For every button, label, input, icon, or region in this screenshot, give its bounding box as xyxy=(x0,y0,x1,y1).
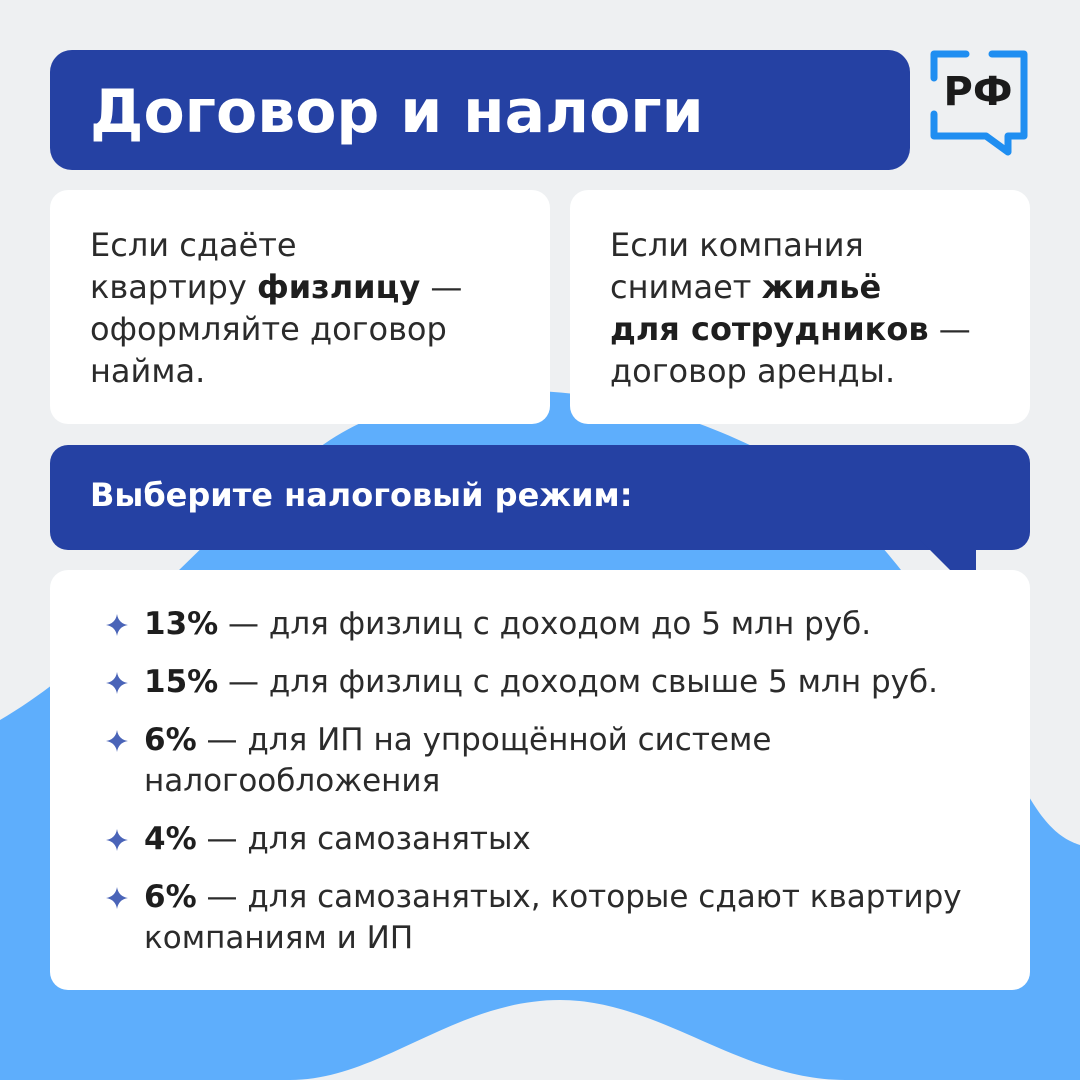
list-item xyxy=(106,877,990,959)
card-line xyxy=(90,266,510,308)
list-item xyxy=(106,604,990,645)
sparkle-star-icon xyxy=(106,672,128,694)
card-text: — xyxy=(928,310,971,348)
tax-rate: 13% xyxy=(144,606,219,642)
tax-description: — для самозанятых, которые сдают квартиру компаниям и ИП xyxy=(144,879,962,956)
card-line: найма. xyxy=(90,352,206,390)
list-item xyxy=(106,720,990,802)
card-highlight: для сотрудников xyxy=(610,310,929,348)
tax-rate: 4% xyxy=(144,821,197,857)
tax-rate: 15% xyxy=(144,664,219,700)
card-text: снимает xyxy=(610,268,762,306)
sparkle-star-icon xyxy=(106,614,128,636)
rf-logo xyxy=(928,48,1032,156)
tax-regime-heading-banner xyxy=(50,445,1030,550)
tax-description: — для физлиц с доходом свыше 5 млн руб. xyxy=(218,664,938,700)
card-text: квартиру xyxy=(90,268,257,306)
card-line: Если компания xyxy=(610,226,864,264)
card-line xyxy=(610,308,990,350)
header-banner xyxy=(50,50,910,170)
card-line: договор аренды. xyxy=(610,352,896,390)
card-line: оформляйте договор xyxy=(90,310,447,348)
card-line: Если сдаёте xyxy=(90,226,297,264)
sparkle-star-icon xyxy=(106,829,128,851)
sparkle-star-icon xyxy=(106,730,128,752)
list-item xyxy=(106,819,990,860)
individual-tenant-card xyxy=(50,190,550,424)
tax-rate: 6% xyxy=(144,722,197,758)
card-highlight: физлицу xyxy=(256,268,421,306)
tax-description: — для физлиц с доходом до 5 млн руб. xyxy=(218,606,872,642)
tax-regime-list xyxy=(106,604,990,959)
sparkle-star-icon xyxy=(106,887,128,909)
card-highlight: жильё xyxy=(761,268,882,306)
card-line xyxy=(610,266,990,308)
card-text: — xyxy=(420,268,463,306)
tax-rate: 6% xyxy=(144,879,197,915)
logo-text: РФ xyxy=(943,69,1013,115)
tax-regime-list-card xyxy=(50,570,1030,990)
tax-description: — для самозанятых xyxy=(196,821,531,857)
tax-description: — для ИП на упрощённой системе налогообложения xyxy=(144,722,772,799)
company-tenant-card xyxy=(570,190,1030,424)
page-title: Договор и налоги xyxy=(90,77,704,147)
tax-regime-heading: Выберите налоговый режим: xyxy=(90,476,633,514)
list-item xyxy=(106,662,990,703)
